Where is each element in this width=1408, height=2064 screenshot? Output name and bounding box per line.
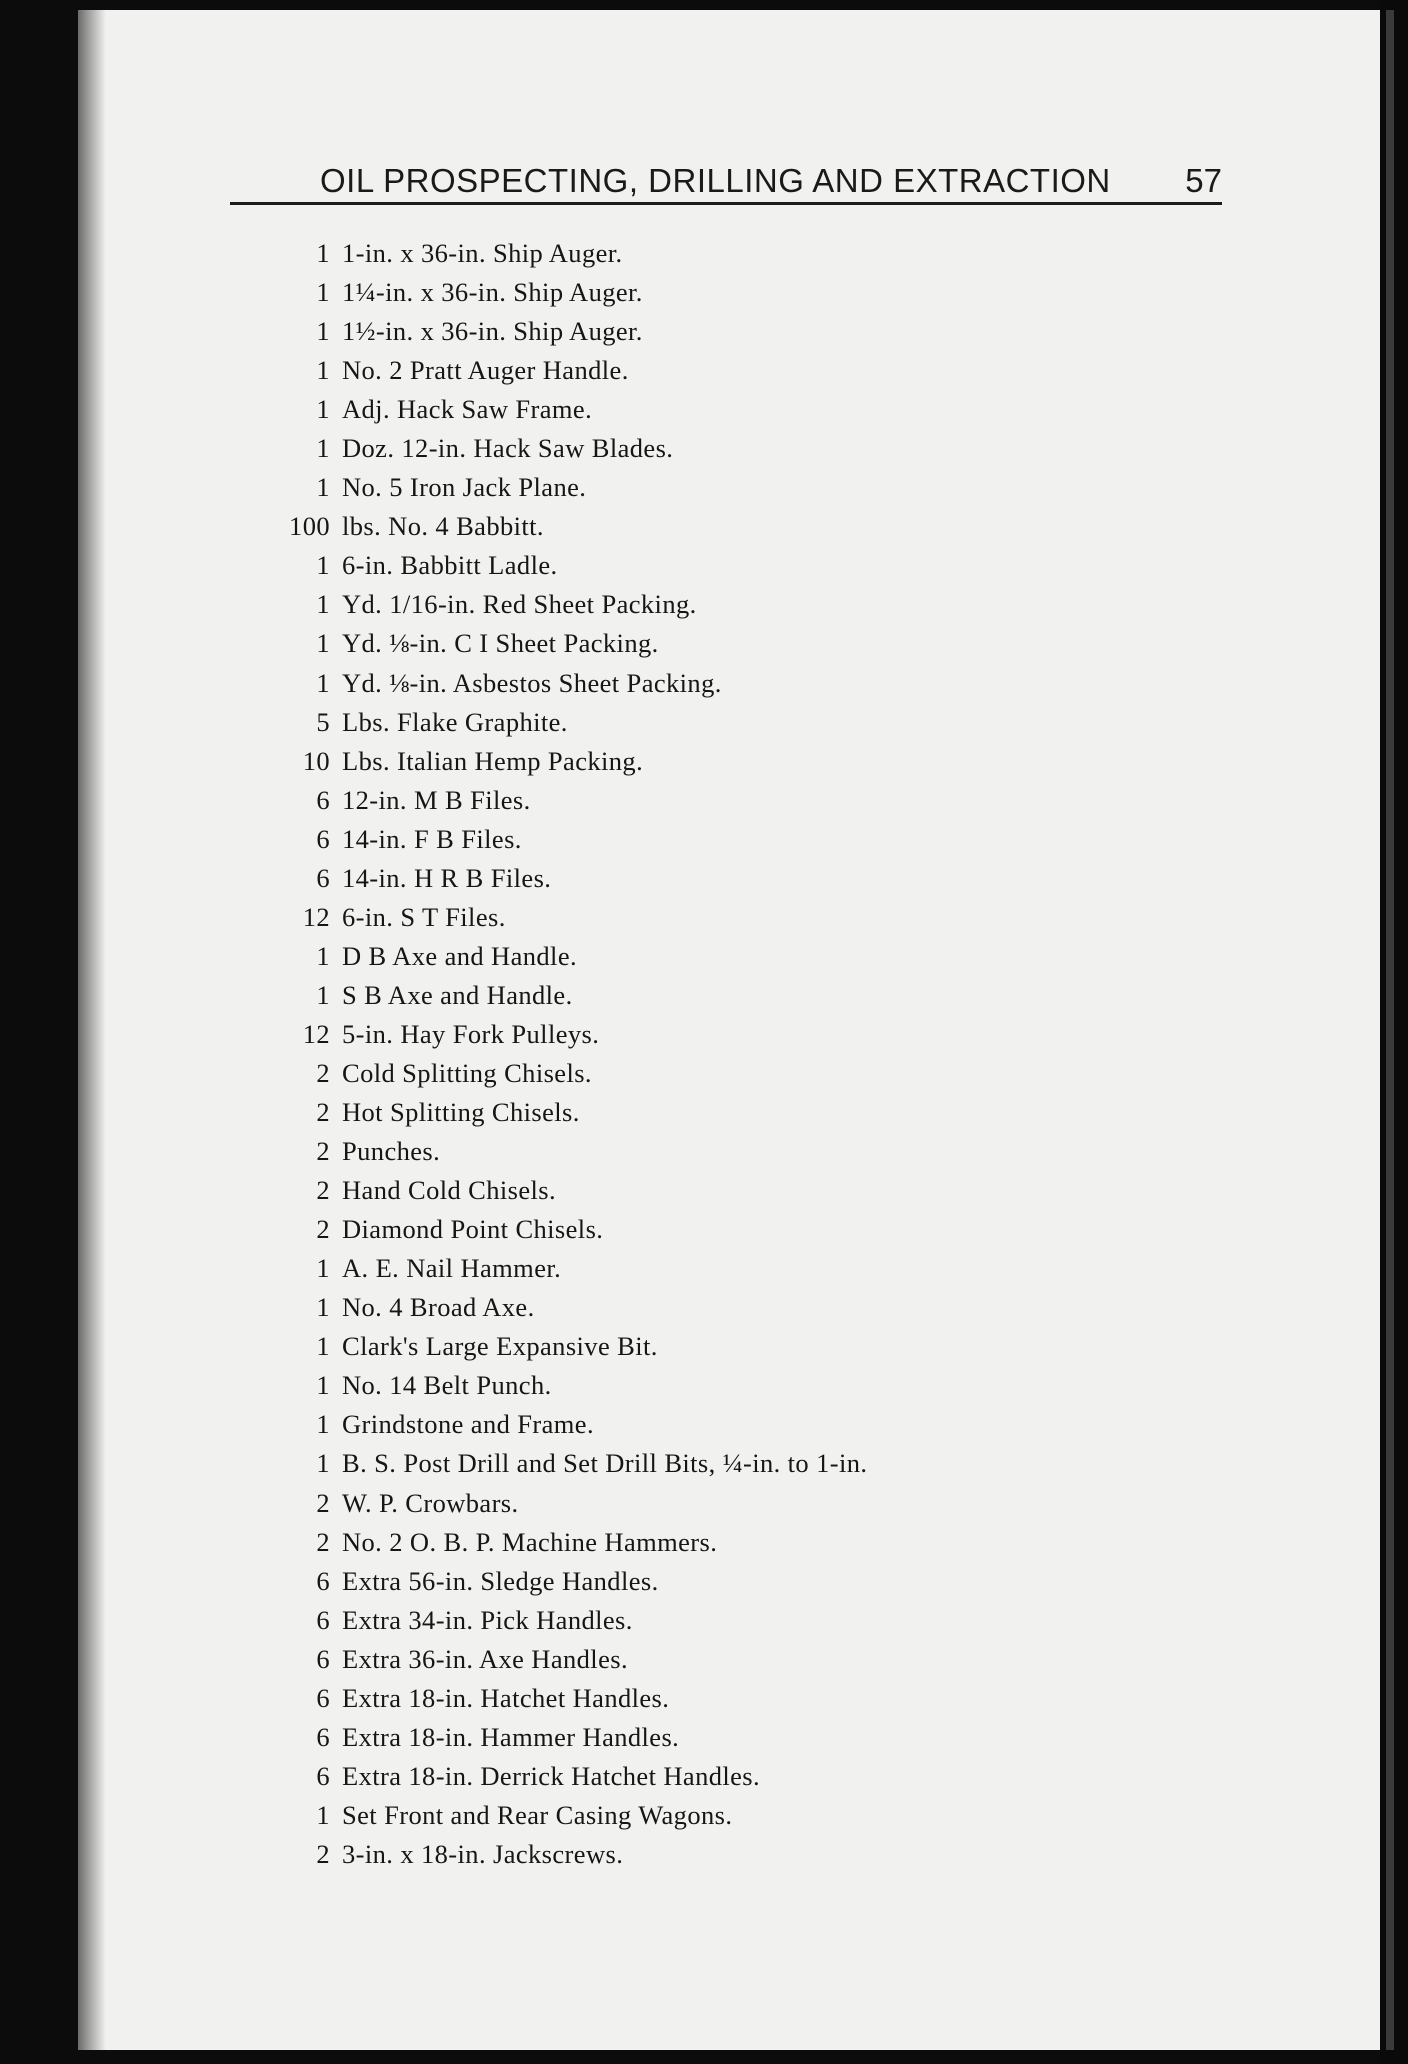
item-quantity: 6	[316, 1721, 330, 1752]
item-description: Extra 56-in. Sledge Handles.	[342, 1565, 659, 1596]
item-quantity: 1	[316, 355, 330, 386]
item-quantity: 6	[316, 1565, 330, 1596]
list-item	[268, 976, 1168, 1015]
list-item	[268, 1679, 1168, 1718]
list-item	[268, 742, 1168, 781]
list-item	[268, 1288, 1168, 1327]
item-quantity: 6	[316, 1682, 330, 1713]
item-quantity: 6	[316, 1604, 330, 1635]
item-description: lbs. No. 4 Babbitt.	[342, 511, 544, 542]
item-quantity: 1	[316, 1370, 330, 1401]
item-description: Yd. 1/16-in. Red Sheet Packing.	[342, 589, 697, 620]
item-description: No. 5 Iron Jack Plane.	[342, 472, 587, 503]
item-description: 14-in. H R B Files.	[342, 862, 552, 893]
item-quantity: 1	[316, 1292, 330, 1323]
item-description: 6-in. S T Files.	[342, 901, 506, 932]
item-quantity: 2	[316, 1838, 330, 1869]
item-description: D B Axe and Handle.	[342, 940, 578, 971]
list-item	[268, 937, 1168, 976]
list-item	[268, 781, 1168, 820]
item-description: 14-in. F B Files.	[342, 823, 522, 854]
item-quantity: 1	[316, 472, 330, 503]
list-item	[268, 898, 1168, 937]
item-quantity: 1	[316, 979, 330, 1010]
page-edge-strip	[1386, 10, 1394, 2050]
item-description: 5-in. Hay Fork Pulleys.	[342, 1018, 600, 1049]
list-item	[268, 351, 1168, 390]
list-item	[268, 429, 1168, 468]
list-item	[268, 859, 1168, 898]
list-item	[268, 703, 1168, 742]
list-item	[268, 273, 1168, 312]
item-quantity: 1	[316, 238, 330, 269]
item-description: Diamond Point Chisels.	[342, 1214, 604, 1245]
list-item	[268, 1132, 1168, 1171]
item-quantity: 10	[302, 745, 330, 776]
item-description: Lbs. Flake Graphite.	[342, 706, 568, 737]
item-description: Hot Splitting Chisels.	[342, 1097, 580, 1128]
item-description: Cold Splitting Chisels.	[342, 1058, 592, 1088]
item-description: S B Axe and Handle.	[342, 979, 573, 1010]
item-description: 12-in. M B Files.	[342, 784, 531, 815]
item-quantity: 1	[316, 628, 330, 659]
list-item	[268, 507, 1168, 546]
item-quantity: 1	[316, 589, 330, 620]
item-description: Extra 18-in. Hatchet Handles.	[342, 1682, 670, 1713]
list-item	[268, 1601, 1168, 1640]
item-quantity: 1	[316, 1799, 330, 1830]
list-item	[268, 1405, 1168, 1444]
list-item	[268, 1444, 1168, 1483]
list-item	[268, 1015, 1168, 1054]
item-description: Adj. Hack Saw Frame.	[342, 394, 593, 425]
item-description: Lbs. Italian Hemp Packing.	[342, 745, 644, 776]
list-item	[268, 1640, 1168, 1679]
item-quantity: 1	[316, 277, 330, 308]
list-item	[268, 468, 1168, 507]
list-item	[268, 585, 1168, 624]
item-quantity: 5	[316, 706, 330, 737]
list-item	[268, 1718, 1168, 1757]
item-quantity: 1	[316, 1409, 330, 1440]
item-description: Clark's Large Expansive Bit.	[342, 1331, 658, 1362]
item-description: A. E. Nail Hammer.	[342, 1253, 562, 1284]
item-quantity: 1	[316, 1253, 330, 1284]
item-quantity: 12	[302, 901, 330, 932]
page-right-edge	[1380, 0, 1408, 2064]
item-description: Extra 36-in. Axe Handles.	[342, 1643, 628, 1674]
item-description: W. P. Crowbars.	[342, 1487, 519, 1518]
list-item	[268, 312, 1168, 351]
list-item	[268, 1796, 1168, 1835]
item-description: 3-in. x 18-in. Jackscrews.	[342, 1838, 624, 1869]
item-quantity: 6	[316, 862, 330, 893]
item-description: No. 14 Belt Punch.	[342, 1370, 552, 1401]
item-description: No. 2 Pratt Auger Handle.	[342, 355, 629, 386]
item-description: Extra 34-in. Pick Handles.	[342, 1604, 633, 1635]
running-head-title: OIL PROSPECTING, DRILLING AND EXTRACTION	[320, 162, 1111, 199]
item-description: Yd. ⅛-in. C I Sheet Packing.	[342, 628, 659, 659]
list-item	[268, 820, 1168, 859]
item-description: Yd. ⅛-in. Asbestos Sheet Packing.	[342, 667, 722, 698]
list-item	[268, 1757, 1168, 1796]
item-description: Set Front and Rear Casing Wagons.	[342, 1799, 733, 1830]
item-quantity: 2	[316, 1097, 330, 1128]
list-item	[268, 624, 1168, 663]
running-header	[230, 158, 1222, 206]
list-item	[268, 1523, 1168, 1562]
list-item	[268, 1484, 1168, 1523]
item-description: Extra 18-in. Hammer Handles.	[342, 1721, 680, 1752]
item-quantity: 2	[316, 1058, 330, 1088]
list-item	[268, 1366, 1168, 1405]
item-description: Grindstone and Frame.	[342, 1409, 594, 1440]
item-quantity: 1	[316, 940, 330, 971]
item-description: No. 2 O. B. P. Machine Hammers.	[342, 1526, 718, 1557]
item-quantity: 2	[316, 1487, 330, 1518]
list-item	[268, 1562, 1168, 1601]
item-description: 1-in. x 36-in. Ship Auger.	[342, 238, 623, 269]
item-description: B. S. Post Drill and Set Drill Bits, ¼-in. to 1-in.	[342, 1448, 868, 1479]
item-description: 1½-in. x 36-in. Ship Auger.	[342, 316, 643, 347]
item-quantity: 6	[316, 1760, 330, 1791]
item-quantity: 6	[316, 784, 330, 815]
list-item	[268, 390, 1168, 429]
list-item	[268, 1249, 1168, 1288]
item-quantity: 6	[316, 823, 330, 854]
page-number: 57	[1185, 162, 1222, 199]
item-quantity: 2	[316, 1175, 330, 1206]
item-quantity: 1	[316, 550, 330, 581]
item-description: 6-in. Babbitt Ladle.	[342, 550, 558, 581]
list-item	[268, 546, 1168, 585]
item-quantity: 12	[302, 1018, 330, 1049]
item-quantity: 2	[316, 1214, 330, 1245]
spine-shadow	[78, 10, 106, 2050]
item-description: Hand Cold Chisels.	[342, 1175, 557, 1206]
list-item	[268, 1835, 1168, 1874]
list-item	[268, 234, 1168, 273]
item-quantity: 1	[316, 316, 330, 347]
list-item	[268, 1171, 1168, 1210]
item-quantity: 6	[316, 1643, 330, 1674]
item-quantity: 1	[316, 1448, 330, 1479]
item-description: Extra 18-in. Derrick Hatchet Handles.	[342, 1760, 761, 1791]
item-description: No. 4 Broad Axe.	[342, 1292, 535, 1323]
item-quantity: 2	[316, 1136, 330, 1167]
equipment-list	[268, 234, 1168, 1874]
item-quantity: 1	[316, 394, 330, 425]
item-quantity: 1	[316, 667, 330, 698]
item-quantity: 2	[316, 1526, 330, 1557]
item-quantity: 1	[316, 1331, 330, 1362]
item-description: Doz. 12-in. Hack Saw Blades.	[342, 433, 674, 464]
list-item	[268, 1210, 1168, 1249]
list-item	[268, 1054, 1168, 1093]
header-rule	[230, 202, 1222, 205]
list-item	[268, 664, 1168, 703]
item-description: 1¼-in. x 36-in. Ship Auger.	[342, 277, 643, 308]
item-quantity: 100	[289, 511, 330, 542]
list-item	[268, 1327, 1168, 1366]
item-description: Punches.	[342, 1136, 441, 1167]
list-item	[268, 1093, 1168, 1132]
item-quantity: 1	[316, 433, 330, 464]
